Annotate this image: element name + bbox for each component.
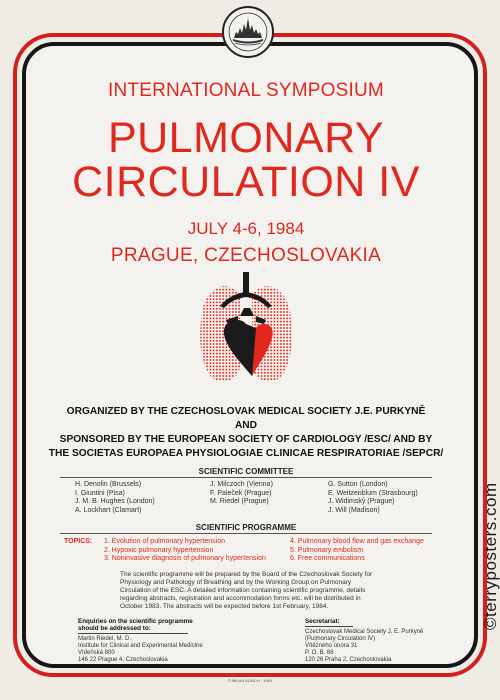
committee-member: J. Widimský (Prague) [328, 498, 395, 506]
enquiries-line: Vídeňská 800 [78, 650, 115, 656]
enquiries-line: 146 22 Prague 4, Czechoslovakia [78, 657, 168, 663]
committee-member: M. Riedel (Prague) [210, 498, 269, 506]
sponsor-line-1: SPONSORED BY THE EUROPEAN SOCIETY OF CARDIOLOGY /ESC/ AND BY [59, 434, 433, 445]
topic-item: 1. Evolution of pulmonary hypertension [104, 538, 226, 545]
committee-member: H. Denolin (Brussels) [75, 481, 142, 488]
event-date: JULY 4-6, 1984 [187, 219, 305, 238]
secretariat-divider [305, 626, 353, 627]
title-line-2: CIRCULATION IV [72, 158, 420, 206]
secretariat-block [305, 618, 423, 664]
committee-title: SCIENTIFIC COMMITTEE [198, 467, 294, 476]
enquiries-heading-1: Enquiries on the scientific programme [78, 618, 193, 625]
organizer-line: ORGANIZED BY THE CZECHOSLOVAK MEDICAL SOCIETY J.E. PURKYNĚ [66, 406, 426, 417]
topics-left-column [104, 538, 266, 564]
topic-item: 3. Noninvasive diagnosis of pulmonary hypertension [104, 555, 266, 563]
secretariat-line: Vítězného února 31 [305, 643, 358, 649]
programme-title: SCIENTIFIC PROGRAMME [195, 523, 297, 532]
lungs-heart-illustration [196, 272, 296, 390]
committee-member: J. Will (Madison) [328, 506, 380, 514]
committee-column-1 [75, 481, 155, 515]
topic-item: 6. Free communications [290, 555, 365, 563]
event-place: PRAGUE, CZECHOSLOVAKIA [110, 245, 382, 266]
watermark: ©terryposters.com [481, 482, 500, 630]
designer-credit: © MILAN ALBICH · 1983 [227, 678, 273, 683]
committee-member: E. Weitzenblum (Strasbourg) [328, 489, 418, 497]
secretariat-heading: Secretariat: [305, 618, 340, 625]
enquiries-line: Institute for Clinical and Experimental Medicine [78, 643, 203, 649]
enquiries-line: Martin Riedel, M. D. [78, 636, 132, 642]
committee-member: A. Lockhart (Clamart) [75, 506, 142, 514]
page-title [30, 116, 462, 204]
topic-item: 5. Pulmonary embolism [290, 546, 364, 554]
committee-member: J. Milczoch (Vienna) [210, 481, 273, 488]
committee-member: G. Sutton (London) [328, 481, 388, 488]
symposium-label: INTERNATIONAL SYMPOSIUM [108, 80, 384, 101]
committee-column-2 [210, 481, 273, 507]
sponsor-line-2: THE SOCIETAS EUROPAEA PHYSIOLOGIAE CLINICAE RESPIRATORIAE /SEPCR/ [48, 448, 444, 459]
topic-item: 2. Hypoxic pulmonary hypertension [104, 546, 214, 554]
prague-castle-emblem-icon [222, 6, 274, 58]
committee-column-3 [328, 481, 418, 515]
committee-member: F. Paleček (Prague) [210, 489, 272, 497]
committee-member: J. M. B. Hughes (London) [75, 498, 155, 506]
committee-member: I. Giuntini (Pisa) [75, 489, 125, 497]
topics-right-column [290, 538, 424, 564]
topic-item: 4. Pulmonary blood flow and gas exchange [290, 538, 424, 545]
topics-label: TOPICS: [64, 538, 93, 545]
programme-divider [60, 533, 432, 534]
title-line-1: PULMONARY [107, 114, 385, 162]
secretariat-line: P. O. B. 88 [305, 650, 334, 656]
committee-divider [60, 477, 432, 478]
enquiries-block [78, 618, 203, 664]
enquiries-heading-2: should be addressed to: [78, 625, 151, 632]
organization-block [30, 405, 462, 461]
secretariat-line: Czechoslovak Medical Society J. E. Purkyně [305, 629, 424, 635]
programme-description: The scientific programme will be prepared by the Board of the Czechoslovak Society for Physiology and Pathology of Breathing and by the Working Group on Pulmonary Circulation of the ESC. A detailed information containing scientific programme, details regarding abstracts, registration and accommodation forms etc. will be distributed in October 1983. The abstracts will be expected before 1st February, 1984. [120, 571, 373, 610]
and-line: AND [234, 420, 258, 431]
secretariat-line: (Pulmonary Circulation IV) [305, 636, 376, 642]
secretariat-line: 120 26 Praha 2, Czechoslovakia [305, 657, 392, 663]
enquiries-divider [78, 633, 188, 634]
